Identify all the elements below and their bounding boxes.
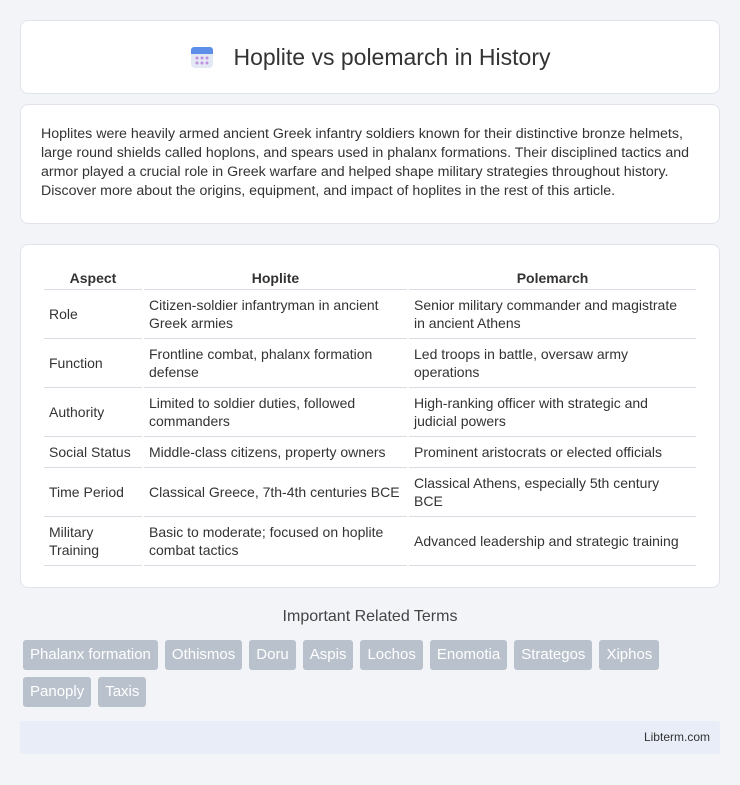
- related-terms-list: [23, 640, 723, 707]
- table-cell: Function: [44, 339, 142, 388]
- table-cell: High-ranking officer with strategic and judicial powers: [409, 388, 696, 437]
- related-term-tag[interactable]: Panoply: [23, 677, 91, 707]
- related-term-tag[interactable]: Taxis: [98, 677, 146, 707]
- intro-text: Hoplites were heavily armed ancient Greek infantry soldiers known for their distinctive bronze helmets, large round shields called hoplons, and spears used in phalanx formations. Their disciplined tactics and armor played a crucial role in Greek warfare and helped shape military strategies throughout history. Discover more about the origins, equipment, and impact of hoplites in the rest of this article.: [41, 126, 690, 199]
- related-term-tag[interactable]: Othismos: [165, 640, 242, 670]
- table-cell: Authority: [44, 388, 142, 437]
- intro-card: [20, 104, 720, 224]
- comparison-table: [42, 265, 698, 566]
- table-row: [44, 290, 696, 339]
- table-header-hoplite: Hoplite: [144, 265, 407, 290]
- table-cell: Military Training: [44, 517, 142, 566]
- related-term-tag[interactable]: Phalanx formation: [23, 640, 158, 670]
- header-card: [20, 20, 720, 94]
- related-term-tag[interactable]: Aspis: [303, 640, 354, 670]
- comparison-card: [20, 244, 720, 588]
- table-cell: Limited to soldier duties, followed commanders: [144, 388, 407, 437]
- table-row: [44, 468, 696, 517]
- related-term-tag[interactable]: Strategos: [514, 640, 592, 670]
- table-header-polemarch: Polemarch: [409, 265, 696, 290]
- related-term-tag[interactable]: Xiphos: [599, 640, 659, 670]
- calendar-icon: [189, 44, 215, 70]
- table-row: [44, 339, 696, 388]
- table-cell: Senior military commander and magistrate in ancient Athens: [409, 290, 696, 339]
- table-cell: Classical Greece, 7th-4th centuries BCE: [144, 468, 407, 517]
- footer: [20, 721, 720, 754]
- page-title: Hoplite vs polemarch in History: [233, 43, 551, 70]
- table-cell: Citizen-soldier infantryman in ancient Greek armies: [144, 290, 407, 339]
- table-cell: Led troops in battle, oversaw army operations: [409, 339, 696, 388]
- table-row: [44, 437, 696, 468]
- table-cell: Prominent aristocrats or elected officials: [409, 437, 696, 468]
- table-cell: Social Status: [44, 437, 142, 468]
- table-header-aspect: Aspect: [44, 265, 142, 290]
- table-cell: Basic to moderate; focused on hoplite combat tactics: [144, 517, 407, 566]
- related-terms-title: Important Related Terms: [282, 608, 458, 625]
- related-term-tag[interactable]: Enomotia: [430, 640, 507, 670]
- table-cell: Frontline combat, phalanx formation defense: [144, 339, 407, 388]
- table-row: [44, 388, 696, 437]
- related-term-tag[interactable]: Doru: [249, 640, 296, 670]
- table-cell: Middle-class citizens, property owners: [144, 437, 407, 468]
- table-cell: Role: [44, 290, 142, 339]
- table-row: [44, 517, 696, 566]
- table-cell: Time Period: [44, 468, 142, 517]
- related-term-tag[interactable]: Lochos: [360, 640, 422, 670]
- table-cell: Classical Athens, especially 5th century BCE: [409, 468, 696, 517]
- table-cell: Advanced leadership and strategic training: [409, 517, 696, 566]
- footer-site-link[interactable]: Libterm.com: [643, 730, 710, 744]
